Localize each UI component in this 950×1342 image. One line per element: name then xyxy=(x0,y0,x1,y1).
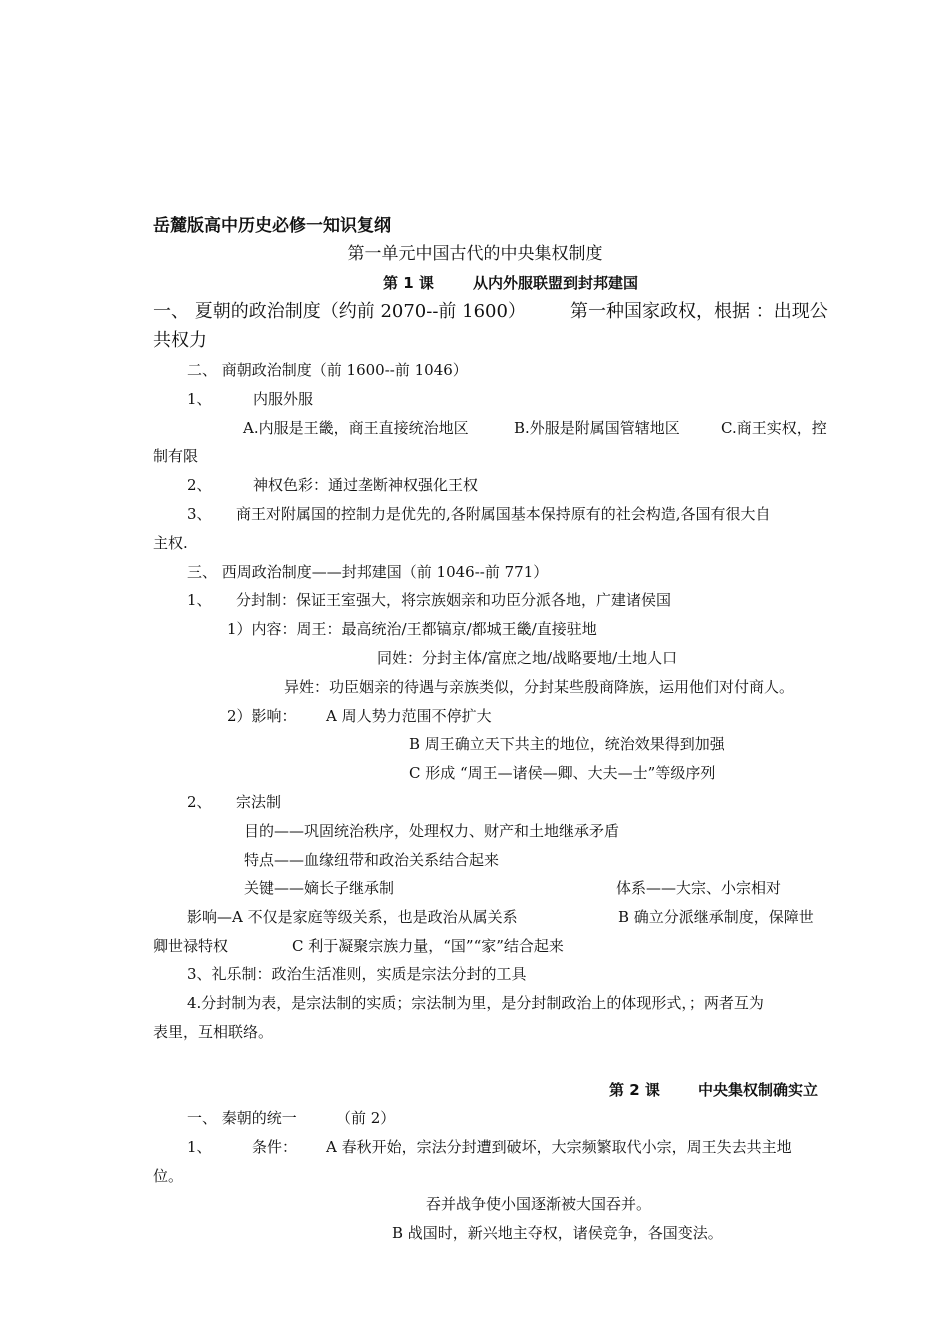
sec3-content-line: 1）内容：周王：最高统治/王都镐京/都城王畿/直接驻地 xyxy=(227,620,597,638)
sec1-line1b: 第一种国家政权，根据 ：出现公 xyxy=(570,301,828,322)
sec3-purpose: 目的——巩固统治秩序，处理权力、财产和土地继承矛盾 xyxy=(244,822,620,840)
sec4-p1-label: 1、 xyxy=(187,1138,212,1156)
sec3-influence-cont: 卿世禄特权 xyxy=(153,937,229,955)
sec3-effect-label: 2）影响： xyxy=(227,707,297,725)
sec3-effect-b: B 周王确立天下共主的地位，统治效果得到加强 xyxy=(409,735,725,753)
sec3-p1-text: 分封制：保证王室强大，将宗族姻亲和功臣分派各地，广建诸侯国 xyxy=(236,591,672,609)
sec3-feature: 特点——血缘纽带和政治关系结合起来 xyxy=(244,851,500,869)
sec2-p1-detail-c: C.商王实权，控 xyxy=(721,419,827,437)
sec3-influence-b: B 确立分派继承制度，保障世 xyxy=(618,908,814,926)
sec3-tongxing: 同姓：分封主体/富庶之地/战略要地/土地人口 xyxy=(377,649,678,667)
sec2-p2-label: 2、 xyxy=(187,476,212,494)
sec4-p1-cont: 位。 xyxy=(153,1167,184,1185)
sec3-system: 体系——大宗、小宗相对 xyxy=(616,879,782,897)
sec3-p4-text: 4.分封制为表，是宗法制的实质；宗法制为里，是分封制政治上的体现形式，；两者互为 xyxy=(187,994,764,1012)
lesson2-label: 第 2 课 xyxy=(609,1081,660,1099)
sec2-heading: 二、 商朝政治制度（前 1600--前 1046） xyxy=(187,361,468,379)
lesson1-title: 从内外服联盟到封邦建国 xyxy=(473,274,639,292)
sec3-p2-text: 宗法制 xyxy=(236,793,282,811)
sec3-p1-label: 1、 xyxy=(187,591,212,609)
sec3-p2-label: 2、 xyxy=(187,793,212,811)
sec2-p1-detail-a: A.内服是王畿，商王直接统治地区 xyxy=(243,419,469,437)
sec4-heading-b: （前 2） xyxy=(336,1109,396,1127)
sec1-line2: 共权力 xyxy=(153,330,207,351)
sec3-effect-c: C 形成 “周王—诸侯—卿、大夫—士”等级序列 xyxy=(409,764,716,782)
lesson1-label: 第 1 课 xyxy=(383,274,434,292)
sec2-p2-text: 神权色彩：通过垄断神权强化王权 xyxy=(253,476,479,494)
sec3-effect-a: A 周人势力范围不停扩大 xyxy=(326,707,492,725)
document-title: 岳麓版高中历史必修一知识复纲 xyxy=(153,216,391,236)
sec4-line-b: B 战国时，新兴地主夺权，诸侯竞争，各国变法。 xyxy=(392,1224,723,1242)
sec2-p1-label: 1、 xyxy=(187,390,212,408)
sec4-heading-a: 一、 秦朝的统一 xyxy=(187,1109,297,1127)
sec2-p3-text: 商王对附属国的控制力是优先的,各附属国基本保持原有的社会构造,各国有很大自 xyxy=(236,505,771,523)
sec4-p1-cond: 条件： xyxy=(252,1138,298,1156)
sec3-key: 关键——嫡长子继承制 xyxy=(244,879,395,897)
sec3-yixing: 异姓：功臣姻亲的待遇与亲族类似，分封某些殷商降族，运用他们对付商人。 xyxy=(284,678,795,696)
sec3-influence-a: 影响—A 不仅是家庭等级关系，也是政治从属关系 xyxy=(187,908,518,926)
sec2-p1-detail-cont: 制有限 xyxy=(153,447,199,465)
lesson2-title: 中央集权制确实立 xyxy=(698,1081,819,1099)
sec3-influence-c: C 利于凝聚宗族力量，“国”“家”结合起来 xyxy=(292,937,564,955)
sec2-p1-text: 内服外服 xyxy=(253,390,314,408)
sec4-p1-text: A 春秋开始，宗法分封遭到破坏，大宗频繁取代小宗，周王失去共主地 xyxy=(326,1138,792,1156)
sec4-line-merge: 吞并战争使小国逐渐被大国吞并。 xyxy=(426,1195,652,1213)
sec3-p4-cont: 表里，互相联络。 xyxy=(153,1023,274,1041)
unit-title: 第一单元中国古代的中央集权制度 xyxy=(347,244,603,264)
sec2-p3-label: 3、 xyxy=(187,505,212,523)
sec3-heading: 三、 西周政治制度——封邦建国（前 1046--前 771） xyxy=(187,563,549,581)
sec2-p1-detail-b: B.外服是附属国管辖地区 xyxy=(514,419,680,437)
sec1-line1a: 一、 夏朝的政治制度（约前 2070--前 1600） xyxy=(153,301,526,322)
sec2-p3-cont: 主权. xyxy=(153,534,188,552)
sec3-p3-text: 3、礼乐制：政治生活准则，实质是宗法分封的工具 xyxy=(187,965,527,983)
